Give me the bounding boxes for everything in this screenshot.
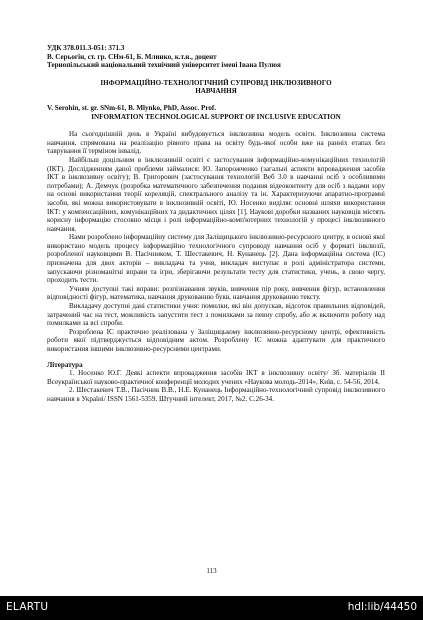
- paragraph: Учням доступні такі вправи: розпізнавання звуків, вивчення пір року, вивчення фігур, встановлення відповідності фігур, математика, навчання друкованню букв, навчання друкованню тексту.: [47, 284, 385, 302]
- title-ua: ІНФОРМАЦІЙНО-ТЕХНОЛОГІЧНИЙ СУПРОВІД ІНКЛЮЗИВНОГО НАВЧАННЯ: [100, 78, 332, 96]
- paragraph: Нами розроблено інформаційну систему для Заліщицького інклюзивно-ресурсного центру, в основі якої використано модель процесу інформаційно технологічного супроводу навчання осіб у форматі інклюзії, розробленої науковцями В. Пасічником, Т. Шестакевич, Н. Кунанець [2]. Дана інформаційна система (ІС) призначена для двох акторів – викладача та учня, викладач виступає в ролі адміністратора системи, запускаючи різноманітні вправи та ігри, зберігаючи результати тесту для статистики, учень, в свою чергу, проходить тести.: [47, 233, 385, 285]
- paragraph: Розроблена ІС практично реалізована у Заліщицькому інклюзивно-ресурсному центрі, ефективність роботи якої підтверджується відповідним актом. Розроблену ІС можна адаптувати для практичного використання іншими інклюзивно-ресурсними центрами.: [47, 327, 385, 353]
- handle-identifier: hdl:lib/44450: [347, 601, 417, 613]
- udk-code: УДК 378.011.3-051: 371.3: [47, 44, 125, 52]
- authors-en: V. Serohin, st. gr. SNm-61, B. Mlynko, PhD, Assoc. Prof.: [47, 103, 217, 112]
- affiliation: Тернопільський національний технічний університет імені Івана Пулюя: [47, 61, 281, 70]
- authors-ua: В. Серьогін, ст. гр. СНм-61, Б. Млинко, к.т.н., доцент: [47, 52, 217, 61]
- title-en: INFORMATION TECHNOLOGICAL SUPPORT OF INCLUSIVE EDUCATION: [91, 112, 341, 121]
- references-heading: Література: [47, 360, 83, 369]
- paragraph: На сьогоднішній день в Україні вибудовується інклюзивна модель освіти. Інклюзивна система навчання, спрямована на реалізацію рівного права на освіту будь-якої особи вже на ранніх етапах без тавру́вання її терміном інвалід.: [47, 130, 385, 156]
- reference-item: 1. Носенко Ю.Г. Деякі аспекти впровадження засобів ІКТ в інклюзивну освіту/ Зб. матеріалів ІІ Всеукраїнської науково-практичної конференції молодих учених «Наукова молодь-2014», Київ, с. 54-56, 2014.: [47, 369, 385, 386]
- paragraph: Найбільш доцільним в інклюзивній освіті є застосування інформаційно-комунікаційних технологій (ІКТ). Дослідженням даної проблеми займалися: Ю. Запорожченко (загальні аспекти впровадження засобів ІКТ в інклюзивну освіту); В. Григорович (застосування технологій Веб 3.0 в навчанні осіб з особливими потребами); А. Демчук (розробка математичного забезпечення подання відеоконтенту для осіб з вадами зору на основі використання теорії кореляцій, спектрального аналізу та ін. Характеризуючи апаратно-програмні засоби, які можна використовувати в інклюзивній освіті, Ю. Носенко виділяє основні шляхи використання ІКТ: у компенсаційних, комунікаційних та дидактичних цілях [1]. Наукові доробки названих науковців містять корисну інформацію стосовно місця і ролі інформаційно-комп'ютерних технологій у процесі інклюзивного навчання.: [47, 155, 385, 233]
- repository-footer-bar: [0, 596, 423, 620]
- article-body: [47, 44, 385, 404]
- paragraph: Викладачу доступні дані статистики учня: помилки, які він допускав, відсоток правильних відповідей, затрачений час на тест, можливість запустити тест з помилками за певну спробу, або ж включити роботу над помилками за всі спроби.: [47, 302, 385, 328]
- page-number: 113: [206, 567, 217, 575]
- reference-item: 2. Шестакевич Т.В., Пасічник В.В., Н.Е. Кунанець Інформаційно-технологічний супровід інклюзивного навчання в Україні/ ISSN 1561-5359. Штучний інтелект, 2017, №2. С.26-34.: [47, 386, 385, 403]
- repository-name: ELARTU: [6, 601, 49, 613]
